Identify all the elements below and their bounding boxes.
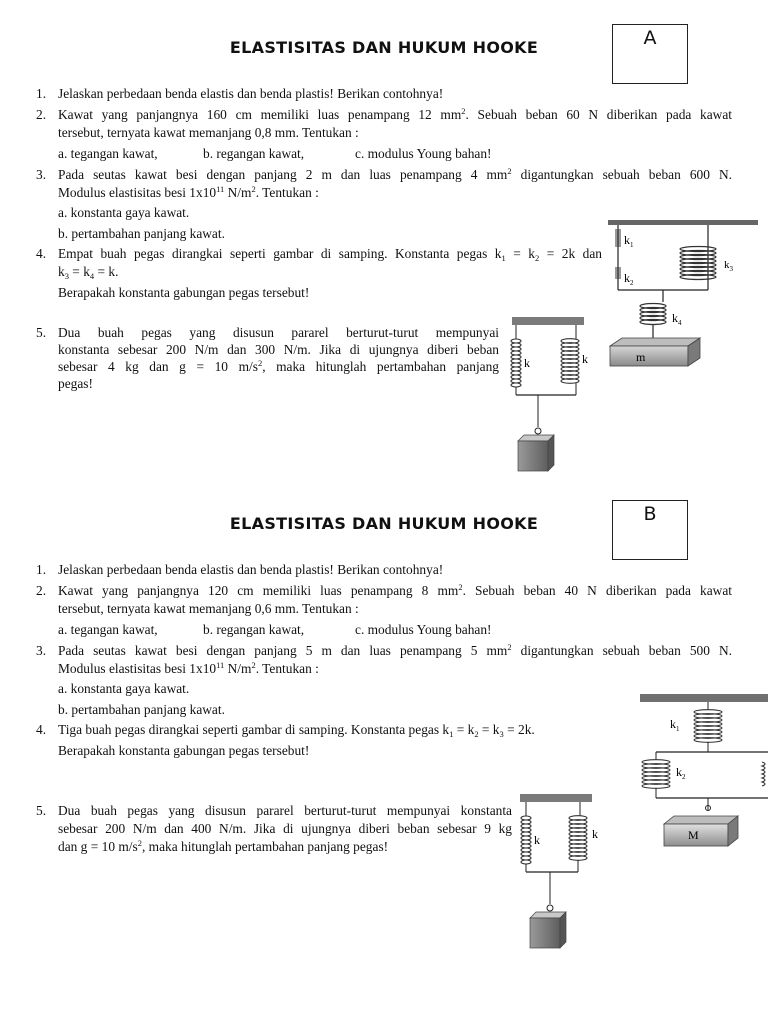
b-q4-number: 4.: [36, 722, 47, 737]
b-q3-line2: Modulus elastisitas besi $1x10^{11}$ $N/m^2$. Tentukan :: [58, 660, 319, 676]
label-mass-M: M: [688, 828, 699, 842]
spring-left-icon: [511, 339, 521, 387]
sheet-a-title: ELASTISITAS DAN HUKUM HOOKE: [229, 38, 539, 57]
spring-k1-icon: [694, 710, 722, 743]
b-q1-number: 1.: [36, 562, 47, 577]
a-q2-number: 2.: [36, 107, 47, 122]
b-q2-line2: tersebut, ternyata kawat memanjang 0,6 mm. Tentukan :: [58, 601, 359, 616]
a-q4-line3: Berapakah konstanta gabungan pegas tersebut!: [58, 285, 310, 300]
a-q3-option-b: b. pertambahan panjang kawat.: [58, 226, 225, 241]
spring-right-icon: [561, 339, 579, 384]
a-q5-line4: pegas!: [58, 376, 93, 391]
label-k2: $k_2$: [676, 765, 686, 781]
ceiling-bar: [512, 317, 584, 325]
a-q4-line1: Empat buah pegas dirangkai seperti gambar di samping. Konstanta pegas $k_1 = k_2 = 2k$ dan: [58, 246, 603, 263]
a-q2-option-c: c. modulus Young bahan!: [355, 146, 492, 161]
mass-block-M: [664, 816, 738, 846]
a-q2-option-b: b. regangan kawat,: [203, 146, 305, 161]
a-q2-line2: tersebut, ternyata kawat memanjang 0,8 mm. Tentukan :: [58, 125, 359, 140]
sheet-b-title: ELASTISITAS DAN HUKUM HOOKE: [229, 514, 539, 533]
ceiling-bar: [608, 220, 758, 225]
a-q4-line2: $k_3 = k_4 = k$.: [58, 264, 119, 281]
a-q5-parallel-spring-figure: [508, 315, 598, 475]
b-q4-line1: Tiga buah pegas dirangkai seperti gambar di samping. Konstanta pegas $k_1 = k_2 = k_3 = 2k$.: [58, 722, 535, 739]
sheet-b-variant-box: [612, 500, 688, 560]
label-k3: $k_3$: [724, 259, 733, 273]
spring-left-icon: [521, 816, 531, 864]
sheet-a-variant-label: A: [643, 27, 657, 49]
hanging-load-block: [518, 435, 554, 471]
spring-k4-icon: [640, 304, 666, 325]
ceiling-bar: [640, 694, 768, 702]
label-k-right: k: [582, 352, 588, 366]
a-q2-option-a: a. tegangan kawat,: [58, 146, 158, 161]
b-q2-option-b: b. regangan kawat,: [203, 622, 305, 637]
a-q3-option-a: a. konstanta gaya kawat.: [58, 205, 190, 220]
label-k4: $k_4$: [672, 311, 682, 327]
a-q4-spring-figure: [608, 218, 768, 370]
b-q2-option-a: a. tegangan kawat,: [58, 622, 158, 637]
a-q5-number: 5.: [36, 325, 47, 340]
a-q1-number: 1.: [36, 86, 47, 101]
a-q3-number: 3.: [36, 167, 47, 182]
a-q1-text: Jelaskan perbedaan benda elastis dan benda plastis! Berikan contohnya!: [58, 86, 444, 101]
label-k1: $k_1$: [670, 717, 680, 733]
label-k2: $k_2$: [624, 271, 634, 287]
mass-block-m: [610, 338, 700, 366]
a-q3-line2: Modulus elastisitas besi $1x10^{11}$ $N/m^2$. Tentukan :: [58, 184, 319, 200]
b-q3-number: 3.: [36, 643, 47, 658]
label-mass-m: m: [636, 350, 646, 364]
sheet-a-variant-box: [612, 24, 688, 84]
b-q5-line2: sebesar 200 N/m dan 400 N/m. Jika di ujungnya diberi beban sebesar 9 kg: [58, 821, 512, 836]
spring-k1-icon: [615, 230, 621, 246]
label-k1: $k_1$: [624, 233, 634, 249]
spring-right-icon: [569, 816, 587, 861]
b-q2-line1: Kawat yang panjangnya 120 cm memiliki luas penampang 8 $mm^2$. Sebuah beban 40 N diberikan pada kawat: [58, 582, 732, 598]
a-q5-line1: Dua buah pegas yang disusun pararel berturut-turut mempunyai: [58, 325, 499, 340]
spring-k2-icon: [642, 760, 670, 789]
b-q3-option-b: b. pertambahan panjang kawat.: [58, 702, 225, 717]
hanging-load-block: [530, 912, 566, 948]
b-q2-option-c: c. modulus Young bahan!: [355, 622, 492, 637]
b-q4-spring-figure: [636, 692, 768, 852]
sheet-b-variant-label: B: [643, 503, 657, 525]
a-q5-line3: sebesar 4 kg dan g = 10 $m/s^2$, maka hitunglah pertambahan panjang: [58, 358, 500, 374]
b-q5-number: 5.: [36, 803, 47, 818]
label-k-left: k: [524, 356, 530, 370]
b-q4-line2: Berapakah konstanta gabungan pegas tersebut!: [58, 743, 310, 758]
b-q5-parallel-spring-figure: [516, 792, 606, 952]
a-q5-line2: konstanta sebesar 200 N/m dan 300 N/m. Jika di ujungnya diberi beban: [58, 342, 499, 357]
b-q5-line3: dan g = 10 $m/s^2$, maka hitunglah pertambahan panjang pegas!: [58, 838, 389, 854]
a-q3-line1: Pada seutas kawat besi dengan panjang 2 m dan luas penampang 4 $mm^2$ digantungkan sebuah beban 600 N.: [58, 166, 732, 182]
spring-k3-icon: [680, 247, 716, 280]
label-k-right: k: [592, 827, 598, 841]
b-q5-line1: Dua buah pegas yang disusun pararel berturut-turut mempunyai konstanta: [58, 803, 512, 818]
label-k-left: k: [534, 833, 540, 847]
b-q1-text: Jelaskan perbedaan benda elastis dan benda plastis! Berikan contohnya!: [58, 562, 444, 577]
a-q2-line1: Kawat yang panjangnya 160 cm memiliki luas penampang 12 $mm^2$. Sebuah beban 60 N diberikan pada kawat: [58, 106, 732, 122]
a-q4-number: 4.: [36, 246, 47, 261]
b-q3-option-a: a. konstanta gaya kawat.: [58, 681, 190, 696]
b-q3-line1: Pada seutas kawat besi dengan panjang 5 m dan luas penampang 5 $mm^2$ digantungkan sebuah beban 500 N.: [58, 642, 732, 658]
spring-k3-icon: [762, 762, 765, 786]
b-q2-number: 2.: [36, 583, 47, 598]
ceiling-bar: [520, 794, 592, 802]
